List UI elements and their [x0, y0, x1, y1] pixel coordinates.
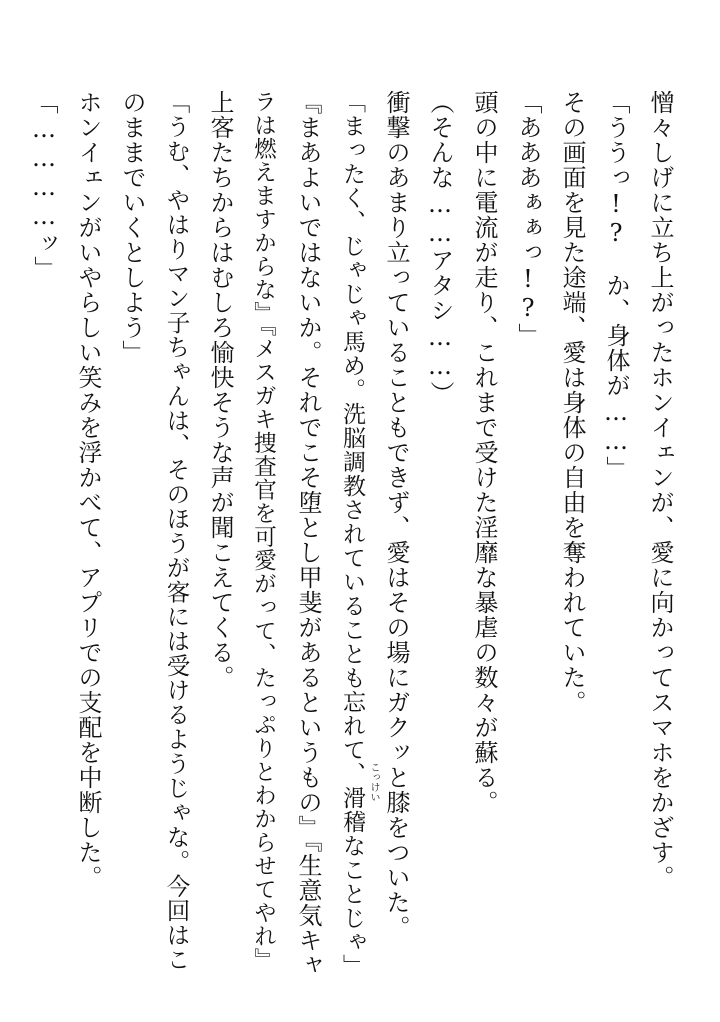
text-line-15: 「…………ッ」	[30, 90, 58, 281]
text-line-7: 衝撃のあまり立っていることもできず、愛はその場にガクッと膝をついた。	[382, 90, 410, 940]
text-line-14: ホンイェンがいやらしい笑みを浮かべて、アプリでの支配を中断した。	[74, 90, 102, 890]
text-line-3: その画面を見た途端、愛は身体の自由を奪われていた。	[558, 90, 586, 715]
text-line-13: のままでいくとしよう」	[118, 90, 146, 365]
text-line-9: 『まあよいではないか。それでこそ堕とし甲斐があるというもの』『生意気キャ	[294, 90, 322, 978]
ruby-furigana: こっけい	[368, 762, 379, 802]
text-line-2: 「ううっ!? か、身体が……」	[602, 90, 630, 481]
text-line-8: 「まったく、じゃじゃ馬め。洗脳調教されていることも忘れて、滑稽なことじゃ」	[339, 90, 365, 978]
text-line-6: （そんな……アタシ……）	[426, 90, 454, 406]
text-line-4: 「あああぁぁっ!?」	[514, 90, 542, 348]
text-line-12: 「うむ、やはりマン子ちゃんは、そのほうが客には受けるようじゃな。今回はこ	[162, 90, 191, 972]
text-line-10: ラは燃えますからな』『メスガキ捜査官を可愛がって、たっぷりとわからせてやれ』	[250, 90, 277, 972]
text-line-1: 憎々しげに立ち上がったホンイェンが、愛に向かってスマホをかざす。	[646, 90, 674, 890]
text-line-5: 頭の中に電流が走り、これまで受けた淫靡な暴虐の数々が蘇る。	[470, 90, 498, 815]
text-line-11: 上客たちからはむしろ愉快そうな声が聞こえてくる。	[206, 90, 234, 690]
